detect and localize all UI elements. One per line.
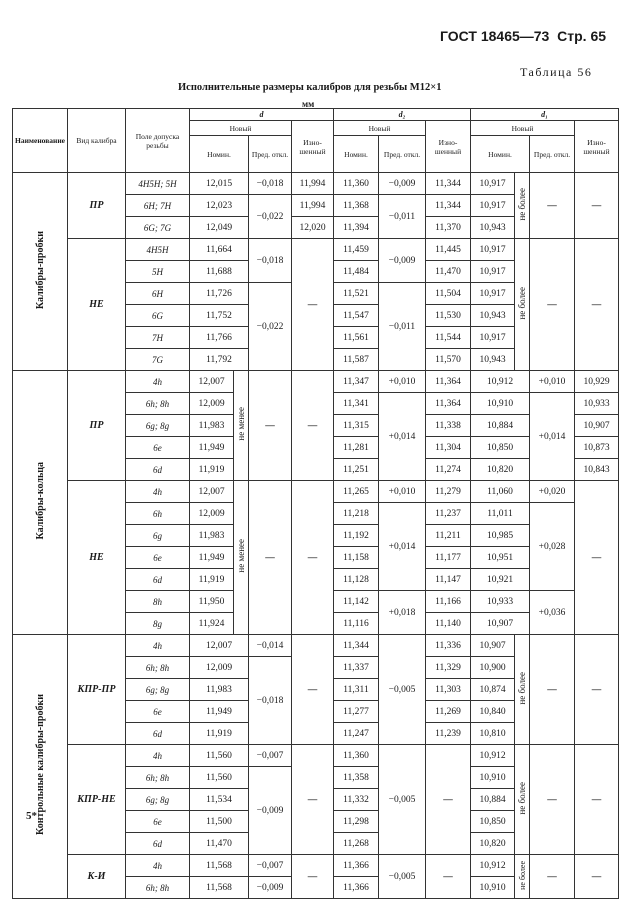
ne-bolee-mark: не более (515, 855, 530, 899)
ne-bolee-mark: не более (515, 173, 530, 239)
table-cell: −0,009 (249, 767, 292, 855)
table-cell: 10,912 (471, 745, 515, 767)
table-row (13, 371, 619, 393)
table-cell: 11,561 (334, 327, 379, 349)
table-cell: 11,366 (334, 877, 379, 899)
table-cell: — (575, 239, 619, 371)
table-cell: 11,166 (426, 591, 471, 613)
table-cell: — (249, 481, 292, 635)
table-cell: 10,917 (471, 195, 515, 217)
table-cell: −0,014 (249, 635, 292, 657)
table-cell: — (249, 371, 292, 481)
table-cell: 12,023 (190, 195, 249, 217)
ne-bolee-mark: не более (515, 239, 530, 371)
table-cell: −0,009 (379, 239, 426, 283)
table-cell: 11,344 (334, 635, 379, 657)
table-cell: 11,534 (190, 789, 249, 811)
table-cell: 6d (126, 569, 190, 591)
table-cell: 7H (126, 327, 190, 349)
table-cell: 6d (126, 723, 190, 745)
table-cell: — (292, 745, 334, 855)
col-d2-header: d₂ (334, 109, 471, 121)
table-cell: 11,011 (471, 503, 530, 525)
table-cell: 11,211 (426, 525, 471, 547)
table-cell: 11,470 (190, 833, 249, 855)
table-cell: 12,009 (190, 657, 249, 679)
table-cell: 4h (126, 371, 190, 393)
table-cell: 11,470 (426, 261, 471, 283)
table-cell: 11,994 (292, 195, 334, 217)
table-cell: 6G (126, 305, 190, 327)
table-row (13, 745, 619, 767)
d2-tol-header: Пред. откл. (379, 136, 426, 173)
table-cell: 11,983 (190, 415, 234, 437)
type-kpr-pr: КПР-ПР (68, 635, 126, 745)
table-cell: — (530, 173, 575, 239)
table-cell: 7G (126, 349, 190, 371)
table-cell: 11,560 (190, 767, 249, 789)
table-cell: 11,274 (426, 459, 471, 481)
ne-bolee-mark: не более (515, 745, 530, 855)
table-title: Исполнительные размеры калибров для резьбы М12×1 (178, 82, 442, 93)
table-cell: 11,251 (334, 459, 379, 481)
table-cell: +0,014 (379, 503, 426, 591)
table-cell: 6e (126, 437, 190, 459)
table-cell: 6H; 7H (126, 195, 190, 217)
table-cell: 6e (126, 547, 190, 569)
table-cell: 11,347 (334, 371, 379, 393)
table-cell: 10,907 (575, 415, 619, 437)
table-cell: 10,843 (575, 459, 619, 481)
group-plugs: Калибры-пробки (13, 173, 68, 371)
col-type-header: Вид калибра (68, 109, 126, 173)
table-cell: 11,568 (190, 855, 249, 877)
table-cell: 11,279 (426, 481, 471, 503)
table-cell: 11,358 (334, 767, 379, 789)
table-cell: 11,364 (426, 393, 471, 415)
group-control-plugs: Контрольные калибры-пробки (13, 635, 68, 899)
table-cell: −0,022 (249, 195, 292, 239)
table-cell: 11,919 (190, 569, 234, 591)
table-cell: 6g; 8g (126, 415, 190, 437)
table-cell: 5H (126, 261, 190, 283)
table-cell: — (575, 481, 619, 635)
table-cell: 11,158 (334, 547, 379, 569)
table-cell: 6d (126, 459, 190, 481)
table-cell: −0,005 (379, 855, 426, 899)
table-cell: 12,007 (190, 635, 249, 657)
table-cell: 11,726 (190, 283, 249, 305)
table-cell: 11,315 (334, 415, 379, 437)
group-rings: Калибры-кольца (13, 371, 68, 635)
table-cell: 10,943 (471, 349, 515, 371)
table-cell: 10,907 (471, 613, 530, 635)
table-cell: +0,014 (530, 393, 575, 481)
d-new-header: Новый (190, 121, 292, 136)
table-cell: 11,218 (334, 503, 379, 525)
table-cell: 11,140 (426, 613, 471, 635)
table-cell: 6G; 7G (126, 217, 190, 239)
table-cell: 10,917 (471, 173, 515, 195)
table-cell: 10,943 (471, 217, 515, 239)
table-cell: 11,142 (334, 591, 379, 613)
table-cell: 10,820 (471, 833, 515, 855)
table-cell: +0,010 (379, 481, 426, 503)
table-cell: — (292, 635, 334, 745)
table-cell: 11,116 (334, 613, 379, 635)
table-cell: −0,005 (379, 635, 426, 745)
table-cell: +0,018 (379, 591, 426, 635)
table-cell: 8h (126, 591, 190, 613)
table-cell: −0,009 (249, 877, 292, 899)
table-cell: 11,332 (334, 789, 379, 811)
col-d1-header: d₁ (471, 109, 619, 121)
table-cell: −0,018 (249, 239, 292, 283)
table-cell: — (530, 745, 575, 855)
type-ring-ne: НЕ (68, 481, 126, 635)
page-footnote: 5* (26, 810, 37, 822)
table-cell: 4H5H; 5H (126, 173, 190, 195)
table-cell: 12,015 (190, 173, 249, 195)
type-kpr-ne: КПР-НЕ (68, 745, 126, 855)
table-cell: 11,344 (426, 173, 471, 195)
table-cell: 11,568 (190, 877, 249, 899)
table-cell: +0,028 (530, 503, 575, 591)
table-cell: 11,281 (334, 437, 379, 459)
table-cell: 11,060 (471, 481, 530, 503)
table-cell: 10,929 (575, 371, 619, 393)
table-cell: 10,912 (471, 371, 530, 393)
table-cell: 11,311 (334, 679, 379, 701)
table-cell: 10,907 (471, 635, 515, 657)
table-cell: 10,910 (471, 767, 515, 789)
table-cell: −0,011 (379, 195, 426, 239)
table-cell: 11,366 (334, 855, 379, 877)
table-cell: 6g; 8g (126, 679, 190, 701)
table-cell: 11,337 (334, 657, 379, 679)
table-cell: 11,192 (334, 525, 379, 547)
table-cell: 6h; 8h (126, 767, 190, 789)
table-cell: 10,985 (471, 525, 530, 547)
table-cell: 11,338 (426, 415, 471, 437)
table-cell: 11,949 (190, 547, 234, 569)
table-cell: — (426, 855, 471, 899)
d2-nominal-header: Номин. (334, 136, 379, 173)
table-cell: 11,500 (190, 811, 249, 833)
table-cell: 10,910 (471, 877, 515, 899)
ne-menee-mark: не менее (234, 371, 249, 481)
table-cell: 11,303 (426, 679, 471, 701)
table-cell: 11,484 (334, 261, 379, 283)
table-cell: 11,237 (426, 503, 471, 525)
table-cell: 4h (126, 745, 190, 767)
table-cell: 12,020 (292, 217, 334, 239)
table-cell: 11,983 (190, 525, 234, 547)
table-cell: −0,007 (249, 855, 292, 877)
type-ne: НЕ (68, 239, 126, 371)
table-cell: 11,949 (190, 437, 234, 459)
table-cell: 10,917 (471, 327, 515, 349)
table-cell: 12,049 (190, 217, 249, 239)
table-cell: 10,933 (471, 591, 530, 613)
table-cell: −0,007 (249, 745, 292, 767)
d1-nominal-header: Номин. (471, 136, 530, 173)
table-cell: 11,560 (190, 745, 249, 767)
table-cell: — (575, 745, 619, 855)
table-cell: 6h (126, 503, 190, 525)
table-cell: 11,919 (190, 459, 234, 481)
table-cell: 10,917 (471, 283, 515, 305)
table-cell: −0,009 (379, 173, 426, 195)
page-number: Стр. 65 (557, 28, 607, 44)
table-cell: — (292, 239, 334, 371)
table-cell: 11,277 (334, 701, 379, 723)
table-cell: 11,364 (426, 371, 471, 393)
table-cell: — (575, 173, 619, 239)
table-cell: 11,547 (334, 305, 379, 327)
table-cell: 11,344 (426, 195, 471, 217)
table-cell: +0,020 (530, 481, 575, 503)
table-cell: 10,917 (471, 261, 515, 283)
table-cell: 11,664 (190, 239, 249, 261)
table-cell: — (575, 635, 619, 745)
table-cell: 11,368 (334, 195, 379, 217)
table-cell: 11,530 (426, 305, 471, 327)
table-row (13, 855, 619, 877)
table-row (13, 481, 619, 503)
table-cell: 11,329 (426, 657, 471, 679)
table-cell: 10,850 (471, 811, 515, 833)
table-cell: 10,810 (471, 723, 515, 745)
table-cell: 10,840 (471, 701, 515, 723)
table-cell: 11,304 (426, 437, 471, 459)
d1-tol-header: Пред. откл. (530, 136, 575, 173)
table-cell: 11,265 (334, 481, 379, 503)
table-cell: 11,950 (190, 591, 234, 613)
table-cell: 4H5H (126, 239, 190, 261)
table-cell: 10,884 (471, 415, 530, 437)
table-cell: 11,394 (334, 217, 379, 239)
table-cell: — (530, 635, 575, 745)
table-cell: 10,917 (471, 239, 515, 261)
table-cell: 6d (126, 833, 190, 855)
calibre-dimensions-table (12, 108, 619, 899)
table-cell: 11,570 (426, 349, 471, 371)
table-cell: 6g (126, 525, 190, 547)
table-cell: 6H (126, 283, 190, 305)
table-cell: 10,873 (575, 437, 619, 459)
table-cell: 4h (126, 635, 190, 657)
table-cell: 4h (126, 855, 190, 877)
table-cell: — (530, 239, 575, 371)
d1-worn-header: Изно-шенный (575, 121, 619, 173)
table-cell: 10,850 (471, 437, 530, 459)
col-d-header: d (190, 109, 334, 121)
table-cell: 11,268 (334, 833, 379, 855)
unit-label: мм (302, 99, 315, 109)
type-pr: ПР (68, 173, 126, 239)
d2-new-header: Новый (334, 121, 426, 136)
table-cell: — (575, 855, 619, 899)
table-cell: 10,933 (575, 393, 619, 415)
table-cell: 12,009 (190, 393, 234, 415)
table-cell: — (426, 745, 471, 855)
table-cell: 11,147 (426, 569, 471, 591)
table-cell: 10,874 (471, 679, 515, 701)
table-cell: 11,752 (190, 305, 249, 327)
d2-worn-header: Изно-шенный (426, 121, 471, 173)
d-tol-header: Пред. откл. (249, 136, 292, 173)
table-cell: 10,943 (471, 305, 515, 327)
table-cell: 11,924 (190, 613, 234, 635)
table-cell: 11,544 (426, 327, 471, 349)
type-k-i: К-И (68, 855, 126, 899)
table-cell: — (292, 371, 334, 481)
col-name-header: Наименование (13, 109, 68, 173)
table-row (13, 173, 619, 195)
table-cell: 11,587 (334, 349, 379, 371)
table-cell: 10,820 (471, 459, 530, 481)
table-cell: 4h (126, 481, 190, 503)
table-cell: 10,910 (471, 393, 530, 415)
table-cell: 11,994 (292, 173, 334, 195)
table-cell: 11,370 (426, 217, 471, 239)
table-cell: 8g (126, 613, 190, 635)
table-cell: −0,011 (379, 283, 426, 371)
table-cell: — (292, 481, 334, 635)
d-worn-header: Изно-шенный (292, 121, 334, 173)
table-cell: +0,014 (379, 393, 426, 481)
d1-new-header: Новый (471, 121, 575, 136)
header-row-1 (13, 109, 619, 121)
table-cell: 10,951 (471, 547, 530, 569)
table-cell: −0,018 (249, 173, 292, 195)
table-cell: 10,921 (471, 569, 530, 591)
table-cell: 6e (126, 701, 190, 723)
table-cell: 11,949 (190, 701, 249, 723)
table-cell: 11,919 (190, 723, 249, 745)
table-cell: 11,298 (334, 811, 379, 833)
table-cell: +0,010 (379, 371, 426, 393)
table-cell: 11,766 (190, 327, 249, 349)
table-cell: 11,445 (426, 239, 471, 261)
table-cell: 10,884 (471, 789, 515, 811)
table-cell: 6h; 8h (126, 657, 190, 679)
table-cell: 10,900 (471, 657, 515, 679)
ne-bolee-mark: не более (515, 635, 530, 745)
table-cell: 6h; 8h (126, 877, 190, 899)
table-cell: 12,007 (190, 371, 234, 393)
table-cell: 11,983 (190, 679, 249, 701)
table-cell: 11,360 (334, 745, 379, 767)
ne-menee-mark: не менее (234, 481, 249, 635)
table-cell: 6g; 8g (126, 789, 190, 811)
table-cell: 10,912 (471, 855, 515, 877)
table-cell: 6h; 8h (126, 393, 190, 415)
table-cell: 11,504 (426, 283, 471, 305)
table-row (13, 635, 619, 657)
gost-header (440, 28, 606, 44)
table-cell: 11,269 (426, 701, 471, 723)
d-nominal-header: Номин. (190, 136, 249, 173)
table-cell: 6e (126, 811, 190, 833)
type-ring-pr: ПР (68, 371, 126, 481)
table-cell: 11,688 (190, 261, 249, 283)
table-cell: −0,005 (379, 745, 426, 855)
table-cell: 12,007 (190, 481, 234, 503)
table-cell: +0,010 (530, 371, 575, 393)
gost-number: ГОСТ 18465—73 (440, 28, 550, 44)
table-cell: 11,128 (334, 569, 379, 591)
table-cell: 11,459 (334, 239, 379, 261)
table-cell: 11,521 (334, 283, 379, 305)
table-cell: — (530, 855, 575, 899)
table-cell: 11,336 (426, 635, 471, 657)
table-cell: −0,022 (249, 283, 292, 371)
table-cell: — (292, 855, 334, 899)
table-label: Таблица 56 (520, 65, 593, 79)
table-cell: 12,009 (190, 503, 234, 525)
table-row (13, 239, 619, 261)
table-cell: 11,177 (426, 547, 471, 569)
table-cell: 11,341 (334, 393, 379, 415)
table-cell: 11,792 (190, 349, 249, 371)
table-cell: 11,239 (426, 723, 471, 745)
table-cell: 11,360 (334, 173, 379, 195)
col-tolerance-header: Поле допуска резьбы (126, 109, 190, 173)
table-cell: 11,247 (334, 723, 379, 745)
table-cell: +0,036 (530, 591, 575, 635)
table-cell: −0,018 (249, 657, 292, 745)
